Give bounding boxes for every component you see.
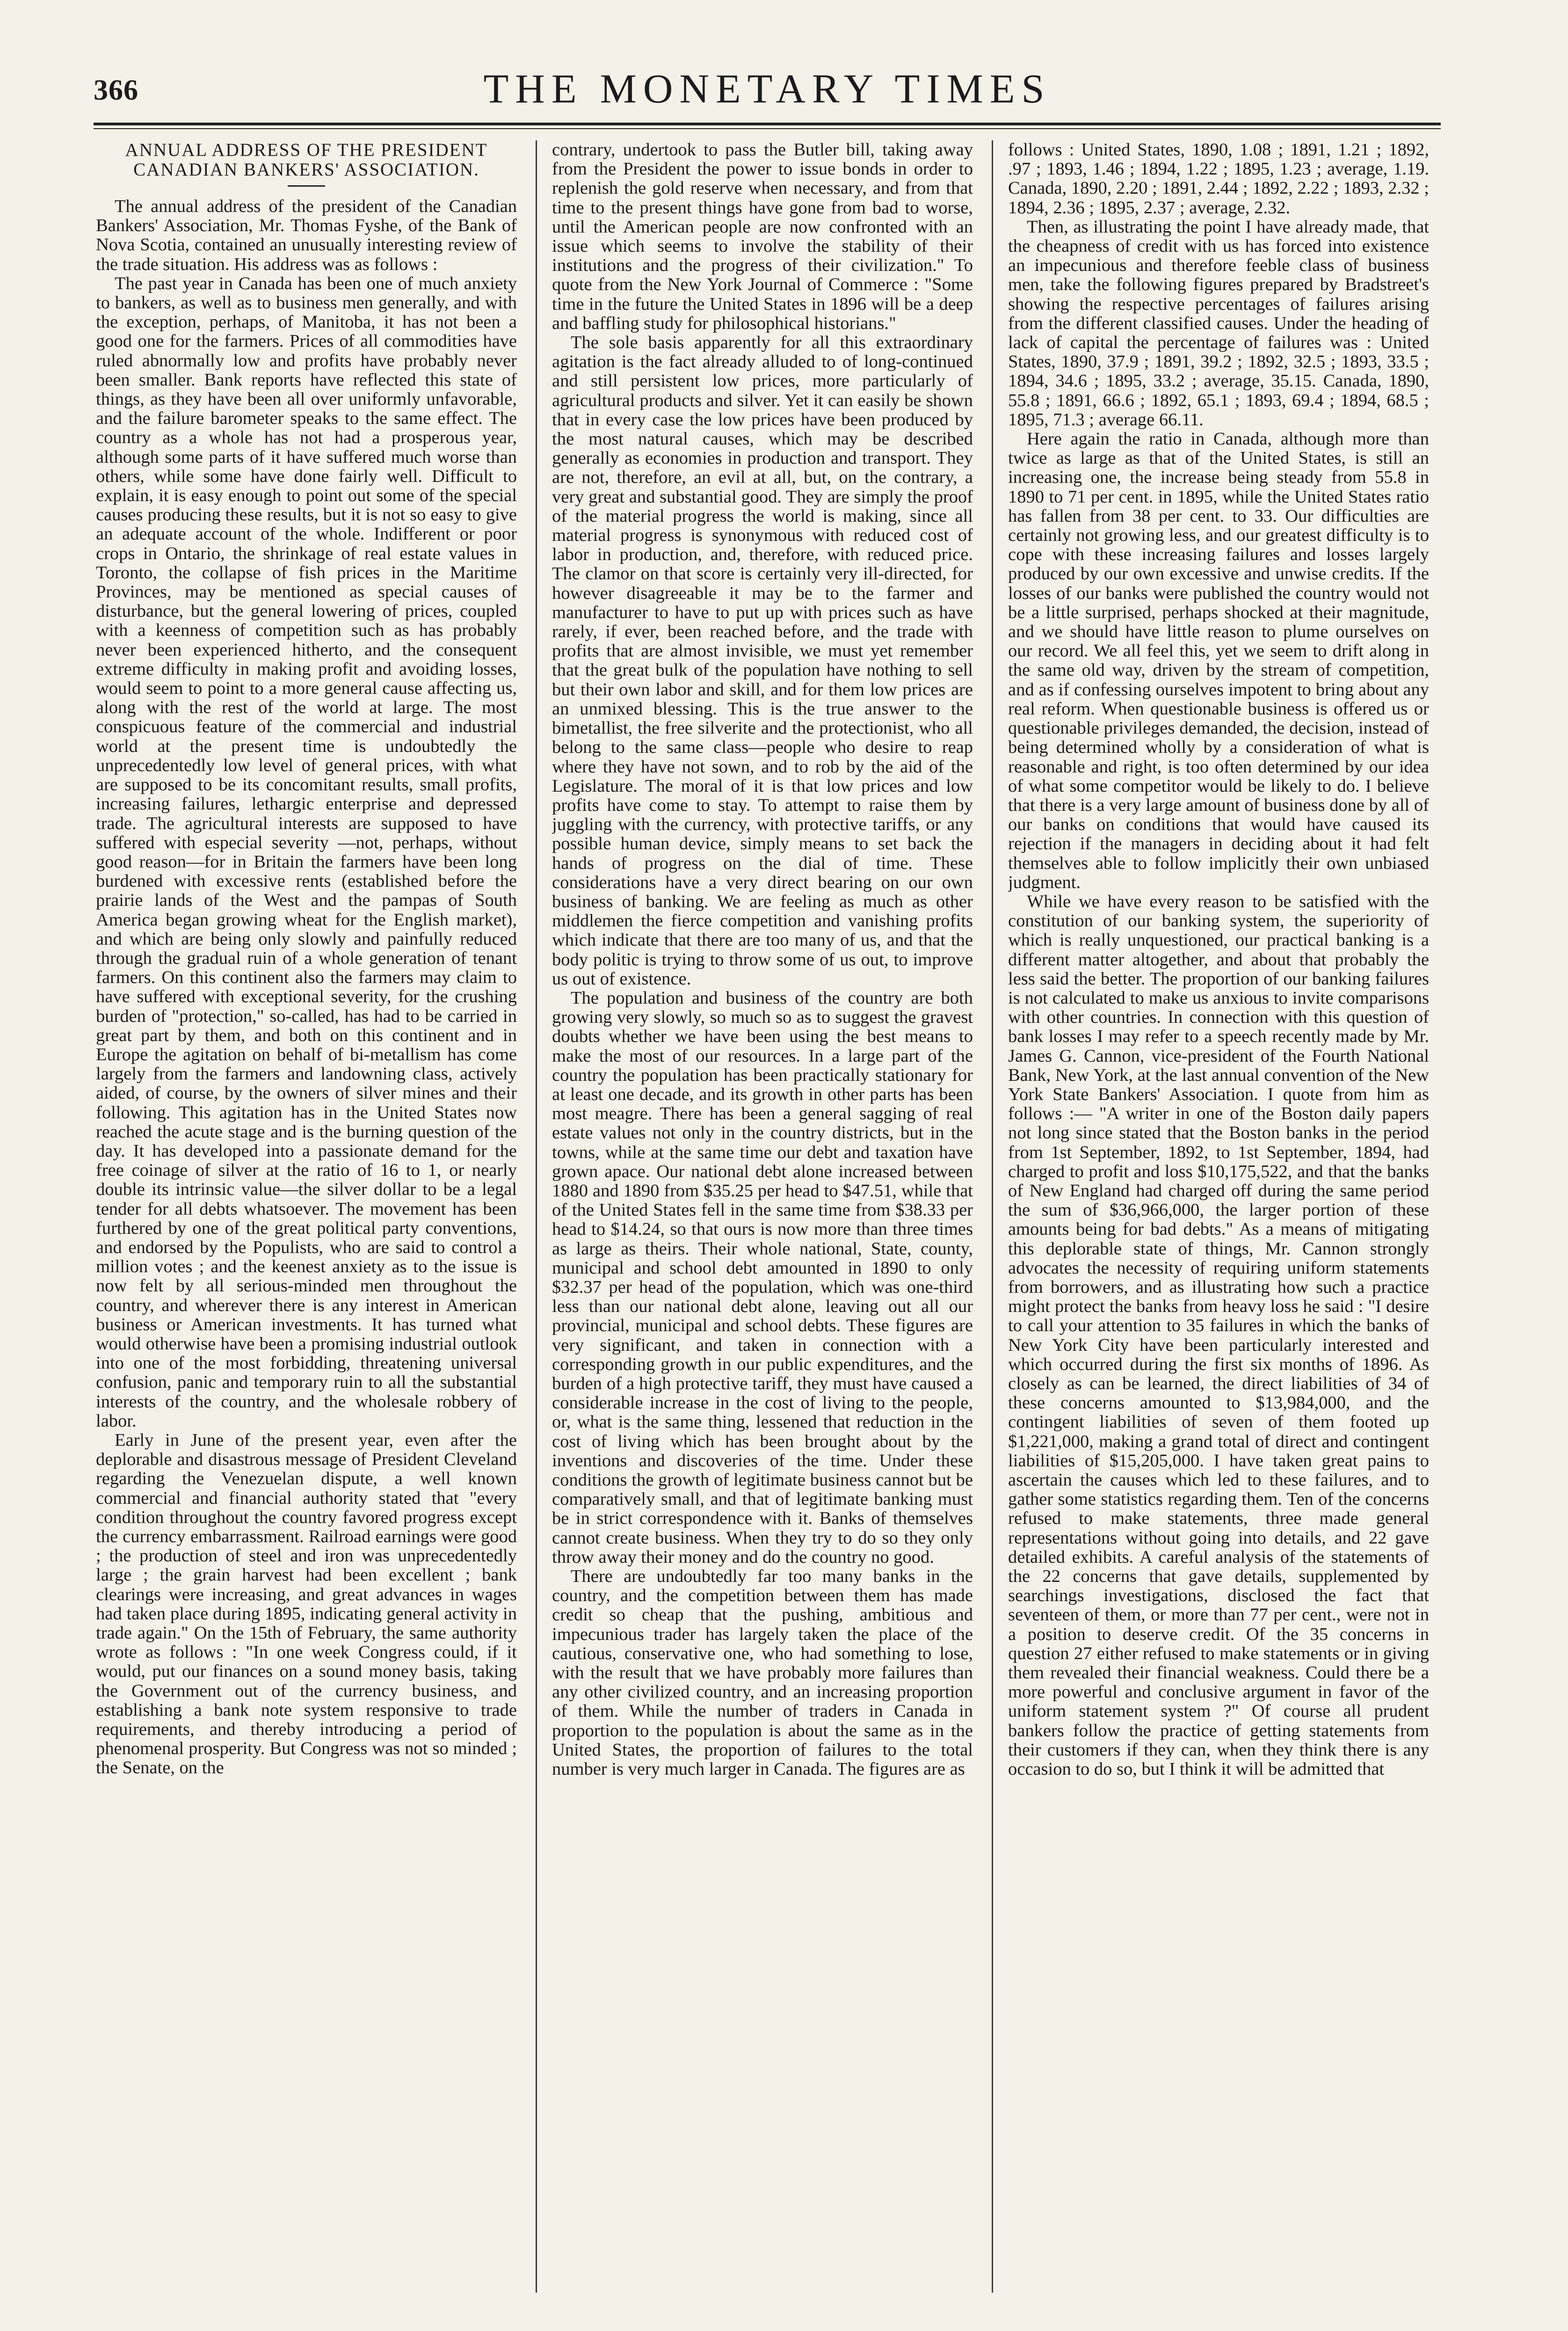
paragraph: The annual address of the president of the Canadian Bankers' Association, Mr. Thomas Fyshe, of the Bank of Nova Scotia, contained an unusually interesting review of the trade situation. His address was as follows :: [96, 197, 517, 274]
masthead-title: THE MONETARY TIMES: [483, 66, 1051, 112]
article-title: ANNUAL ADDRESS OF THE PRESIDENT CANADIAN BANKERS' ASSOCIATION.: [125, 140, 488, 180]
page-header: [94, 66, 1441, 117]
header-rule-thin: [94, 128, 1441, 129]
column-3: [1008, 140, 1429, 2293]
paragraph: Then, as illustrating the point I have already made, that the cheapness of credit with us has forced into existence an impecunious and therefore feeble class of business men, take the following figures prepared by Bradstreet's showing the respective percentages of failures arising from the different classified causes. Under the heading of lack of capital the percentage of failures was : United States, 1890, 37.9 ; 1891, 39.2 ; 1892, 32.5 ; 1893, 33.5 ; 1894, 34.6 ; 1895, 33.2 ; average, 35.15. Canada, 1890, 55.8 ; 1891, 66.6 ; 1892, 65.1 ; 1893, 69.4 ; 1894, 68.5 ; 1895, 71.3 ; average 66.11.: [1008, 217, 1429, 430]
paragraph: Early in June of the present year, even after the deplorable and disastrous message of President Cleveland regarding the Venezuelan dispute, a well known commercial and financial authority stated that "every condition throughout the country favored progress except the currency embarrassment. Railroad earnings were good ; the production of steel and iron was unprecedentedly large ; the grain harvest had been excellent ; bank clearings were increasing, and great advances in wages had taken place during 1895, indicating general activity in trade again." On the 15th of February, the same authority wrote as follows : "In one week Congress could, if it would, put our finances on a sound money basis, taking the Government out of the currency business, and establishing a bank note system responsive to trade requirements, and thereby introducing a period of phenomenal prosperity. But Congress was not so minded ; the Senate, on the: [96, 1430, 517, 1778]
page-number: 366: [94, 74, 138, 106]
paragraph: The population and business of the country are both growing very slowly, so much so as to suggest the gravest doubts whether we have been using the best means to make the most of our resources. In a large part of the country the population has been practically stationary for at least one decade, and its growth in other parts has been most meagre. There has been a general sagging of real estate values not only in the country districts, but in the towns, while at the same time our debt and taxation have grown apace. Our national debt alone increased between 1880 and 1890 from $35.25 per head to $47.51, while that of the United States fell in the same time from $38.33 per head to $14.24, so that ours is now more than three times as large as theirs. Their whole national, State, county, municipal and school debt amounted in 1890 to only $32.37 per head of the population, which was one-third less than our national debt alone, leaving out all our provincial, municipal and school debts. These figures are very significant, and taken in connection with a corresponding growth in our public expenditures, and the burden of a high protective tariff, they must have caused a considerable increase in the cost of living to the people, or, what is the same thing, lessened that reduction in the cost of living which has been brought about by the inventions and discoveries of the time. Under these conditions the growth of legitimate business cannot but be comparatively small, and that of legitimate banking must be in strict correspondence with it. Banks of themselves cannot create business. When they try to do so they only throw away their money and do the country no good.: [552, 988, 973, 1567]
paragraph: There are undoubtedly far too many banks in the country, and the competition between them has made credit so cheap that the pushing, ambitious and impecunious trader has largely taken the place of the cautious, conservative one, who had something to lose, with the result that we have probably more failures than any other civilized country, and an increasing proportion of them. While the number of traders in Canada in proportion to the population is about the same as in the United States, the proportion of failures to the total number is very much larger in Canada. The figures are as: [552, 1566, 973, 1779]
paragraph: Here again the ratio in Canada, although more than twice as large as that of the United States, is still an increasing one, the increase being steady from 55.8 in 1890 to 71 per cent. in 1895, while the United States ratio has fallen from 38 per cent. to 33. Our difficulties are certainly not growing less, and our greatest difficulty is to cope with these increasing failures and losses largely produced by our own excessive and unwise credits. If the losses of our banks were published the country would not be a little surprised, perhaps shocked at their magnitude, and we should have little reason to plume ourselves on our record. We all feel this, yet we seem to drift along in the same old way, driven by the stream of competition, and as if confessing ourselves impotent to bring about any real reform. When questionable business is offered us or questionable privileges demanded, the decision, instead of being determined wholly by a consideration of what is reasonable and right, is too often determined by our idea of what some competitor would be likely to do. I believe that there is a very large amount of business done by all of our banks on conditions that would have caused its rejection if the managers in deciding about it had felt themselves able to follow implicitly their own unbiased judgment.: [1008, 429, 1429, 892]
column-divider: [992, 140, 993, 2293]
title-divider: [288, 185, 325, 187]
paragraph: The sole basis apparently for all this extraordinary agitation is the fact already alluded to of long-continued and still persistent low prices, more particularly of agricultural products and silver. Yet it can easily be shown that in every case the low prices have been produced by the most natural causes, which may be described generally as economies in production and transport. They are not, therefore, an evil at all, but, on the contrary, a very great and substantial good. They are simply the proof of the material progress the world is making, since all material progress is synonymous with reduced cost of labor in production, and, therefore, with reduced price. The clamor on that score is certainly very ill-directed, for however disagreeable it may be to the farmer and manufacturer to have to put up with prices such as have rarely, if ever, been reached before, and the trade with profits that are almost invisible, we must yet remember that the great bulk of the population have nothing to sell but their own labor and skill, and for them low prices are an unmixed blessing. This is the true answer to the bimetallist, the free silverite and the protectionist, who all belong to the same class—people who desire to reap where they have not sown, and to rob by the aid of the Legislature. The moral of it is that low prices and low profits have come to stay. To attempt to raise them by juggling with the currency, with protective tariffs, or any possible human device, simply means to set back the hands of progress on the dial of time. These considerations have a very direct bearing on our own business of banking. We are feeling as much as other middlemen the fierce competition and vanishing profits which indicate that there are too many of us, and that the body politic is trying to throw some of us out, to improve us out of existence.: [552, 333, 973, 989]
paragraph: contrary, undertook to pass the Butler bill, taking away from the President the power to issue bonds in order to replenish the gold reserve when necessary, and from that time to the present things have gone from bad to worse, until the American people are now confronted with an issue which seems to involve the stability of their institutions and the progress of their civilization." To quote from the New York Journal of Commerce : "Some time in the future the United States in 1896 will be a deep and baffling study for philosophical historians.": [552, 140, 973, 333]
column-2: [552, 140, 973, 2293]
paragraph: While we have every reason to be satisfied with the constitution of our banking system, the superiority of which is really unquestioned, our practical banking is a different matter altogether, and about that probably the less said the better. The proportion of our banking failures is not calculated to make us anxious to invite comparisons with other countries. In connection with this question of bank losses I may refer to a speech recently made by Mr. James G. Cannon, vice-president of the Fourth National Bank, New York, at the last annual convention of the New York State Bankers' Association. I quote from him as follows :— "A writer in one of the Boston daily papers not long since stated that the Boston banks in the period from 1st September, 1892, to 1st September, 1894, had charged to profit and loss $10,175,522, and that the banks of New England had charged off during the same period the sum of $36,966,000, the larger portion of these amounts being for bad debts." As a means of mitigating this deplorable state of things, Mr. Cannon strongly advocates the necessity of requiring uniform statements from borrowers, and as illustrating how such a practice might protect the banks from heavy loss he said : "I desire to call your attention to 35 failures in which the banks of New York City have been particularly interested and which occurred during the first six months of 1896. As closely as can be learned, the direct liabilities of 34 of these concerns amounted to $13,984,000, and the contingent liabilities of seven of them footed up $1,221,000, making a grand total of direct and contingent liabilities of $15,205,000. I have taken great pains to ascertain the causes which led to these failures, and to gather some statistics regarding them. Ten of the concerns refused to make statements, three made general representations without going into details, and 22 gave detailed exhibits. A careful analysis of the statements of the 22 concerns that gave details, supplemented by searchings investigations, disclosed the fact that seventeen of them, or more than 77 per cent., were not in a position to deserve credit. Of the 35 concerns in question 27 either refused to make statements or in giving them revealed their financial weakness. Could there be a more powerful and conclusive argument in favor of the uniform statement system ?" Of course all prudent bankers follow the practice of getting statements from their customers if they can, when they think there is any occasion to do so, but I think it will be admitted that: [1008, 891, 1429, 1779]
column-divider: [536, 140, 537, 2293]
paragraph: The past year in Canada has been one of much anxiety to bankers, as well as to business men generally, and with the exception, perhaps, of Manitoba, it has not been a good one for the farmers. Prices of all commodities have ruled abnormally low and profits have probably never been smaller. Bank reports have reflected this state of things, as they have been all over uniformly unfavorable, and the failure barometer speaks to the same effect. The country as a whole has not had a prosperous year, although some parts of it have suffered much worse than others, while some have done fairly well. Difficult to explain, it is easy enough to point out some of the special causes producing these results, but it is not so easy to give an adequate account of the whole. Indifferent or poor crops in Ontario, the shrinkage of real estate values in Toronto, the collapse of fish prices in the Maritime Provinces, may be mentioned as special causes of disturbance, but the general lowering of prices, coupled with a keenness of competition such as has probably never been experienced hitherto, and the consequent extreme difficulty in making profit and avoiding losses, would seem to point to a more general cause affecting us, along with the rest of the world at large. The most conspicuous feature of the commercial and industrial world at the present time is undoubtedly the unprecedentedly low level of general prices, with what are supposed to be its concomitant results, small profits, increasing failures, lethargic enterprise and depressed trade. The agricultural interests are supposed to have suffered with especial severity —not, perhaps, without good reason—for in Britain the farmers have been long burdened with excessive rents (established before the prairie lands of the West and the pampas of South America began growing wheat for the English market), and which are being only slowly and painfully reduced through the gradual ruin of a whole generation of tenant farmers. On this continent also the farmers may claim to have suffered with exceptional severity, for the crushing burden of "protection," so-called, has had to be carried in great part by them, and both on this continent and in Europe the agitation on behalf of bi-metallism has come largely from the farmers and landowning class, actively aided, of course, by the owners of silver mines and their following. This agitation has in the United States now reached the acute stage and is the burning question of the day. It has developed into a passionate demand for the free coinage of silver at the ratio of 16 to 1, or nearly double its intrinsic value—the silver dollar to be a legal tender for all debts whatsoever. The movement has been furthered by one of the great political party conventions, and endorsed by the Populists, who are said to control a million votes ; and the keenest anxiety as to the issue is now felt by all serious-minded men throughout the country, and wherever there is any interest in American business or American investments. It has turned what would otherwise have been a promising industrial outlook into one of the most forbidding, threatening universal confusion, panic and temporary ruin to all the substantial interests of the country, and the wholesale robbery of labor.: [96, 273, 517, 1431]
paragraph: follows : United States, 1890, 1.08 ; 1891, 1.21 ; 1892, .97 ; 1893, 1.46 ; 1894, 1.22 ; 1895, 1.23 ; average, 1.19. Canada, 1890, 2.20 ; 1891, 2.44 ; 1892, 2.22 ; 1893, 2.32 ; 1894, 2.36 ; 1895, 2.37 ; average, 2.32.: [1008, 140, 1429, 218]
header-rule-thick: [94, 123, 1441, 125]
column-1: [96, 140, 517, 2293]
